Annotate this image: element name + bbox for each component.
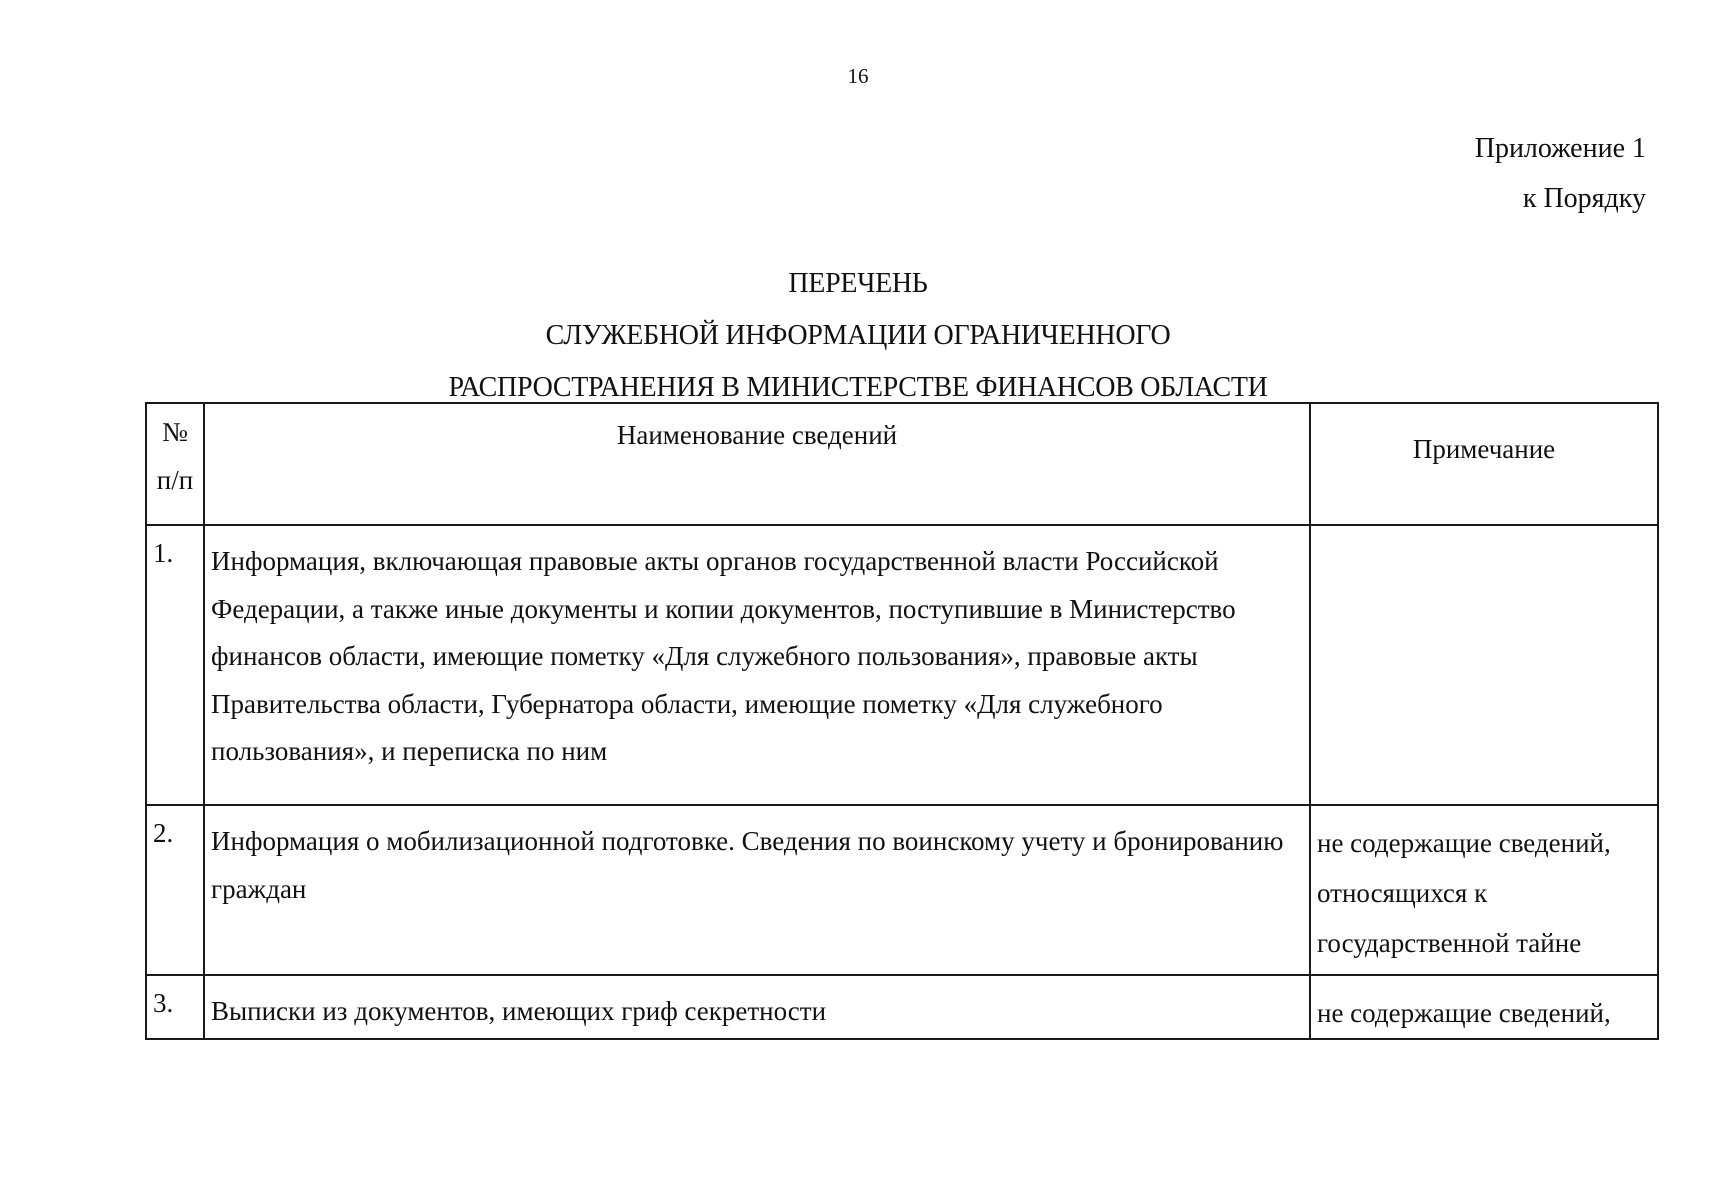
row-text: Информация о мобилизационной подготовке. Сведения по воинскому учету и бронированию граждан bbox=[204, 805, 1310, 975]
row-note: не содержащие сведений, относящихся к государственной тайне bbox=[1310, 805, 1658, 975]
information-list-table bbox=[145, 402, 1659, 1040]
header-note: Примечание bbox=[1310, 403, 1658, 525]
header-number-symbol: № bbox=[162, 417, 188, 447]
header-number-abbrev: п/п bbox=[156, 465, 194, 495]
row-text: Выписки из документов, имеющих гриф секретности bbox=[204, 975, 1310, 1039]
appendix-label: Приложение 1 bbox=[1474, 133, 1646, 164]
row-note bbox=[1310, 525, 1658, 805]
header-name: Наименование сведений bbox=[204, 403, 1310, 525]
title-line-3: РАСПРОСТРАНЕНИЯ В МИНИСТЕРСТВЕ ФИНАНСОВ ОБЛАСТИ bbox=[448, 372, 1268, 403]
row-number: 2. bbox=[146, 805, 204, 975]
title-line-1: ПЕРЕЧЕНЬ bbox=[788, 268, 928, 299]
table-row bbox=[146, 975, 1658, 1039]
page-number: 16 bbox=[847, 64, 869, 88]
row-note: не содержащие сведений, bbox=[1310, 975, 1658, 1039]
document-title bbox=[0, 258, 1716, 414]
table-header-row bbox=[146, 403, 1658, 525]
table-row bbox=[146, 805, 1658, 975]
row-number: 1. bbox=[146, 525, 204, 805]
row-number: 3. bbox=[146, 975, 204, 1039]
header-number bbox=[146, 403, 204, 525]
title-line-2: СЛУЖЕБНОЙ ИНФОРМАЦИИ ОГРАНИЧЕННОГО bbox=[545, 320, 1171, 351]
table-row bbox=[146, 525, 1658, 805]
appendix-target: к Порядку bbox=[1522, 183, 1646, 214]
row-text: Информация, включающая правовые акты органов государственной власти Российской Федерации, а также иные документы и копии документов, поступившие в Министерство финансов области, имеющие пометку «Для служебного пользования», правовые акты Правительства области, Губернатора области, имеющие пометку «Для служебного пользования», и переписка по ним bbox=[204, 525, 1310, 805]
appendix-reference bbox=[1475, 124, 1646, 224]
